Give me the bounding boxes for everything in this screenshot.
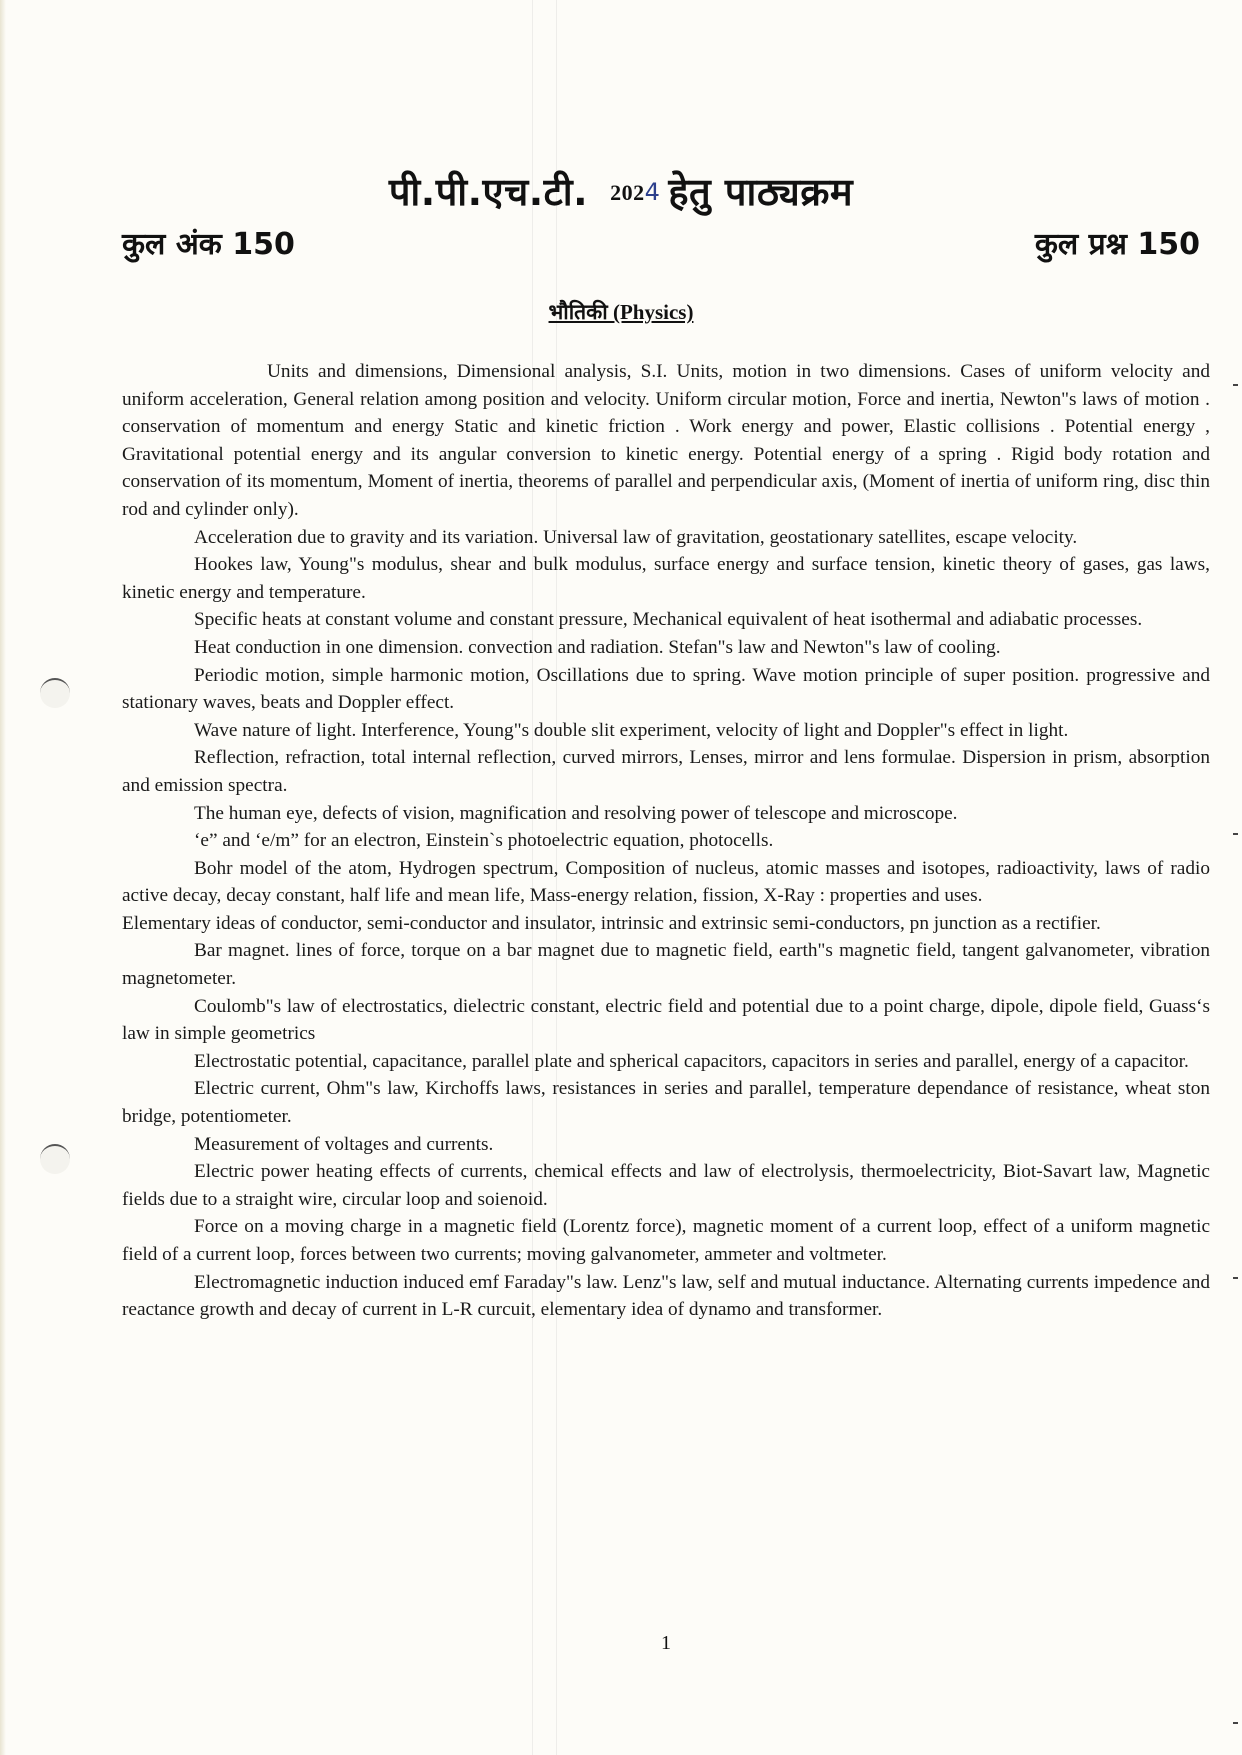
syllabus-paragraph: Electric current, Ohm"s law, Kirchoffs laws, resistances in series and parallel, temperature dependance of resistance, wheat ston bridge, potentiometer.	[122, 1078, 1210, 1128]
syllabus-paragraph: Elementary ideas of conductor, semi-conductor and insulator, intrinsic and extrinsic semi-conductors, pn junction as a rectifier.	[122, 912, 1101, 934]
syllabus-paragraph: Heat conduction in one dimension. convection and radiation. Stefan"s law and Newton"s law of cooling.	[194, 636, 1001, 658]
syllabus-paragraph: Measurement of voltages and currents.	[194, 1133, 494, 1155]
syllabus-paragraph: ‘e” and ‘e/m” for an electron, Einstein`s photoelectric equation, photocells.	[194, 830, 774, 852]
edge-mark	[1233, 1277, 1238, 1279]
syllabus-paragraph: The human eye, defects of vision, magnification and resolving power of telescope and microscope.	[194, 802, 958, 824]
page-number: 1	[661, 1632, 671, 1654]
syllabus-paragraph: Periodic motion, simple harmonic motion, Oscillations due to spring. Wave motion principle of super position. progressive and stationary waves, beats and Doppler effect.	[122, 664, 1210, 714]
syllabus-paragraph: Electric power heating effects of currents, chemical effects and law of electrolysis, thermoelectricity, Biot-Savart law, Magnetic fields due to a straight wire, circular loop and soienoid.	[122, 1161, 1210, 1210]
punch-hole	[40, 678, 70, 708]
year-printed: 202	[610, 180, 645, 205]
year-handwritten: 4	[644, 178, 661, 206]
edge-mark	[1233, 384, 1238, 386]
syllabus-paragraph: Coulomb"s law of electrostatics, dielectric constant, electric field and potential due to a point charge, dipole, dipole field, Guass‘s law in simple geometrics	[122, 995, 1210, 1045]
syllabus-paragraph: Acceleration due to gravity and its variation. Universal law of gravitation, geostationary satellites, escape velocity.	[194, 526, 1078, 548]
syllabus-paragraph: Force on a moving charge in a magnetic field (Lorentz force), magnetic moment of a current loop, effect of a uniform magnetic field of a current loop, forces between two currents; moving galvanometer, ammeter and voltmeter.	[122, 1216, 1210, 1265]
syllabus-paragraph: Bar magnet. lines of force, torque on a bar magnet due to magnetic field, earth"s magnetic field, tangent galvanometer, vibration magnetometer.	[122, 940, 1210, 990]
total-marks: कुल अंक 150	[122, 227, 295, 262]
title-year	[610, 180, 660, 205]
total-questions: कुल प्रश्न 150	[1034, 227, 1200, 262]
title-suffix: हेतु पाठ्यक्रम	[668, 170, 854, 214]
edge-mark	[1233, 1722, 1238, 1724]
syllabus-paragraph: Electromagnetic induction induced emf Faraday"s law. Lenz"s law, self and mutual inductance. Alternating currents impedence and reactance growth and decay of current in L-R curcuit, elementary idea of dynamo and transformer.	[122, 1271, 1210, 1321]
punch-hole	[40, 1144, 70, 1174]
syllabus-paragraph: Units and dimensions, Dimensional analysis, S.I. Units, motion in two dimensions. Cases of uniform velocity and uniform acceleration, General relation among position and velocity. Uniform circular motion, Force and inertia, Newton"s laws of motion . conservation of momentum and energy Static and kinetic friction . Work energy and power, Elastic collisions . Potential energy , Gravitational potential energy and its angular conversion to kinetic energy. Potential energy of a spring . Rigid body rotation and conservation of its momentum, Moment of inertia, theorems of parallel and perpendicular axis, (Moment of inertia of uniform ring, disc thin rod and cylinder only).	[122, 361, 1210, 520]
syllabus-paragraph: Hookes law, Young"s modulus, shear and bulk modulus, surface energy and surface tension, kinetic theory of gases, gas laws, kinetic energy and temperature.	[122, 554, 1210, 603]
section-heading-text: भौतिकी (Physics)	[548, 300, 694, 324]
document-title	[0, 165, 1242, 217]
scan-edge-shadow	[0, 0, 6, 1755]
syllabus-paragraph: Specific heats at constant volume and constant pressure, Mechanical equivalent of heat isothermal and adiabatic processes.	[194, 609, 1143, 631]
syllabus-body	[122, 358, 1210, 1324]
edge-mark	[1233, 833, 1238, 835]
syllabus-paragraph: Bohr model of the atom, Hydrogen spectrum, Composition of nucleus, atomic masses and isotopes, radioactivity, laws of radio active decay, decay constant, half life and mean life, Mass-energy relation, fission, X-Ray : properties and uses.	[122, 857, 1210, 907]
syllabus-paragraph: Electrostatic potential, capacitance, parallel plate and spherical capacitors, capacitors in series and parallel, energy of a capacitor.	[194, 1050, 1189, 1072]
title-prefix: पी.पी.एच.टी.	[388, 170, 589, 214]
syllabus-paragraph: Reflection, refraction, total internal reflection, curved mirrors, Lenses, mirror and lens formulae. Dispersion in prism, absorption and emission spectra.	[122, 747, 1210, 796]
syllabus-paragraph: Wave nature of light. Interference, Young"s double slit experiment, velocity of light and Doppler"s effect in light.	[194, 719, 1069, 741]
section-heading	[0, 298, 1242, 326]
